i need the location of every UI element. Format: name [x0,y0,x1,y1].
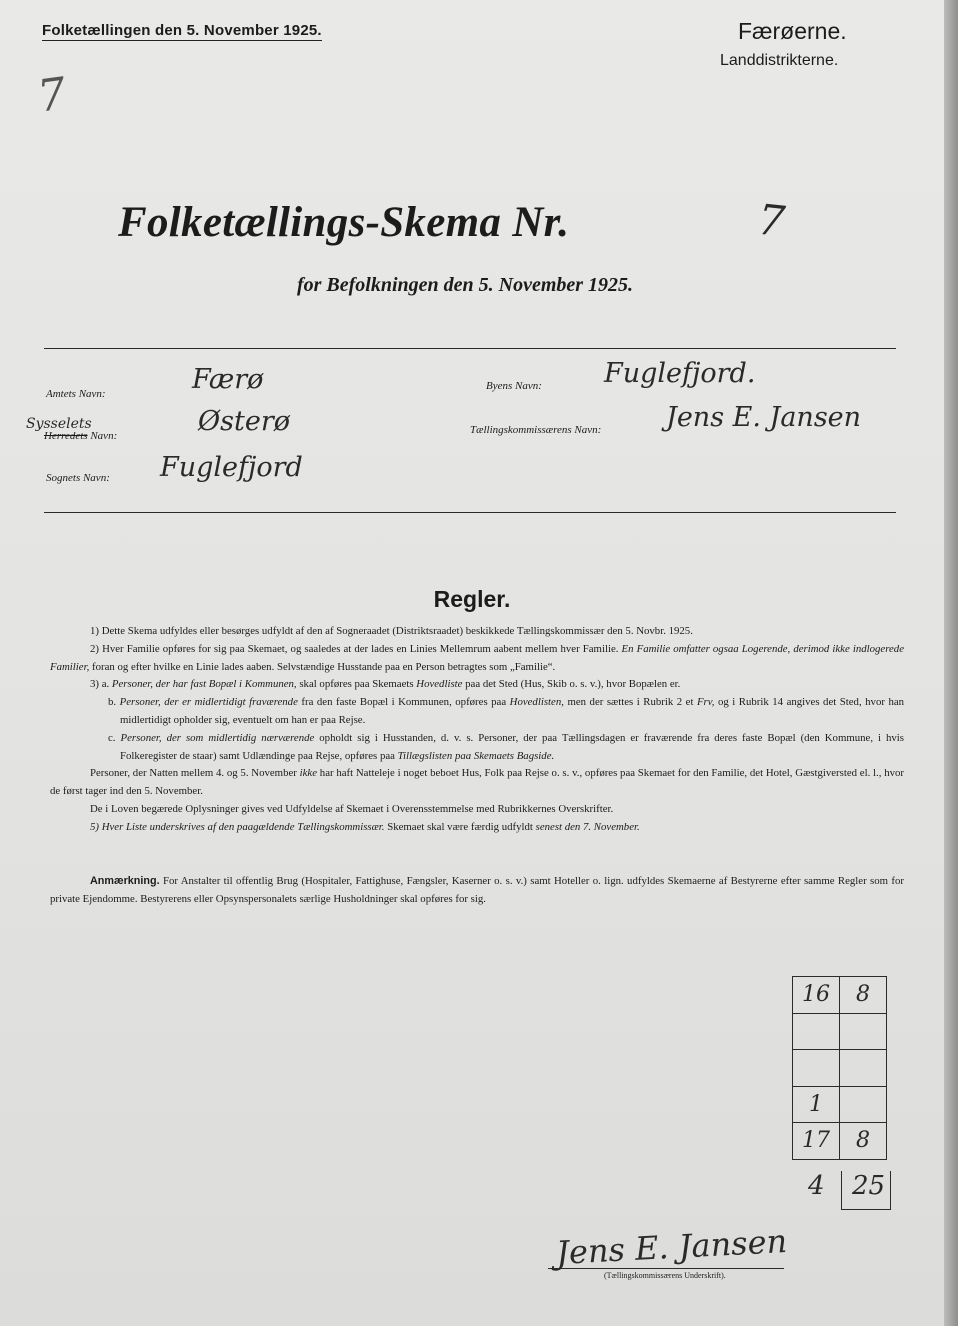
rule-2: 2) Hver Familie opføres for sig paa Skemaet, og saaledes at der lades en Linies Mellemrum aabent mellem hver Familie. En Familie omfatter ogsaa Logerende, derimod ikke indlogerede Familier, foran og efter hvilke en Linie lades aaben. Selvstændige Husstande paa en Person betragtes som „Familie“. [50,642,904,673]
tally-row [793,1013,887,1050]
commissioner-value: Jens E. Jansen [666,402,862,433]
rule-3b: b. Personer, der er midlertidigt fraværende fra den faste Bopæl i Kommunen, opføres paa Hovedlisten, men der sættes i Rubrik 2 et Frv, og i Rubrik 14 angives det Sted, hvor han midlertidigt opholder sig, eventuelt om han er paa Rejse. [108,696,905,726]
tally-row [793,1050,887,1087]
tally-extra-right: 25 [852,1171,886,1201]
rule-3a: 3) a. Personer, der har fast Bopæl i Kommunen, skal opføres paa Skemaets Hovedliste paa det Sted (Hus, Skib o. s. v.), hvor Bopælen er. [90,678,681,691]
rules-heading: Regler. [433,586,511,612]
top-divider [44,348,896,349]
rule-6: 5) Hver Liste underskrives af den paagældende Tællingskommissær. Skemaet skal være færdig udfyldt senest den 7. November. [90,820,640,833]
rules-body [50,623,904,837]
amt-value: Færø [192,364,264,395]
herred-label-handwritten: Sysselets [26,416,92,432]
tally-row [793,977,887,1014]
census-date-header: Folketællingen den 5. November 1925. [42,22,322,39]
tally-cell [840,1086,887,1123]
signature-line [548,1268,784,1269]
tally-cell [840,1050,887,1087]
annotation-note [50,873,904,908]
note-text: For Anstalter til offentlig Brug (Hospitaler, Fattighuse, Fængsler, Kaserner o. s. v.) samt Hoteller o. lign. udfyldes Skemaerne af Bestyrerne efter samme Regler som for private Ejendomme. Bestyrerens eller Opsynspersonalets særlige Husholdninger skal opføres for sig. [50,875,905,905]
form-title: Folketællings-Skema Nr. [118,199,570,246]
sogn-label: Sognets Navn: [46,472,110,484]
rule-4: Personer, der Natten mellem 4. og 5. November ikke har haft Natteleje i noget beboet Hus, Folk paa Rejse o. s. v., opføres paa Skemaet for den Familie, det Hotel, Gæstgiversted el. l., hvor de først tager ind den 5. November. [50,767,905,798]
tally-table [792,976,887,1160]
rule-1: 1) Dette Skema udfyldes eller besørges udfyldt af den af Sogneraadet (Distriktsraadet) beskikkede Tællingskommissær den 5. Novbr. 1925. [90,625,693,637]
tally-row [793,1123,887,1160]
sogn-value: Fuglefjord [160,452,303,483]
tally-cell: 16 [793,977,840,1014]
page-edge-shadow [944,0,958,1326]
tally-cell [793,1050,840,1087]
commissioner-signature: Jens E. Jansen [555,1221,788,1273]
tally-row [793,1086,887,1123]
signature-caption: (Tællingskommissærens Underskrift). [604,1271,726,1280]
by-value: Fuglefjord. [604,358,756,389]
rule-3c: c. Personer, der som midlertidig nærværende opholdt sig i Husstanden, d. v. s. Personer, der paa Tællingsdagen er fraværende fra deres faste Bopæl (den Kommune, i hvis Folkeregister de staar) samt Udlændinge paa Rejse, opføres paa Tillægslisten paa Skemaets Bagside. [108,731,905,762]
herred-label-suffix: Navn: [90,430,118,442]
handwritten-corner-number: 7 [34,68,70,123]
region-heading: Færøerne. [738,18,847,44]
amt-label: Amtets Navn: [46,388,106,400]
tally-cell: 17 [793,1123,840,1160]
by-label: Byens Navn: [486,380,542,392]
tally-cell [840,1013,887,1050]
tally-cell [793,1013,840,1050]
tally-extra-left: 4 [808,1171,825,1201]
rule-5: De i Loven begærede Oplysninger gives ved Udfyldelse af Skemaet i Overensstemmelse med Rubrikkernes Overskrifter. [90,802,614,815]
herred-value: Østerø [198,406,290,437]
form-number: 7 [755,194,788,247]
tally-grid [792,976,887,1160]
form-subtitle: for Befolkningen den 5. November 1925. [296,274,634,296]
district-type-heading: Landdistrikterne. [720,52,839,69]
tally-cell: 8 [840,977,887,1014]
herred-label-struck: Herredets [44,430,88,442]
commissioner-label: Tællingskommissærens Navn: [470,424,602,436]
tally-cell: 1 [793,1086,840,1123]
fields-divider [44,512,896,513]
note-label: Anmærkning. [90,875,160,887]
tally-cell: 8 [840,1123,887,1160]
